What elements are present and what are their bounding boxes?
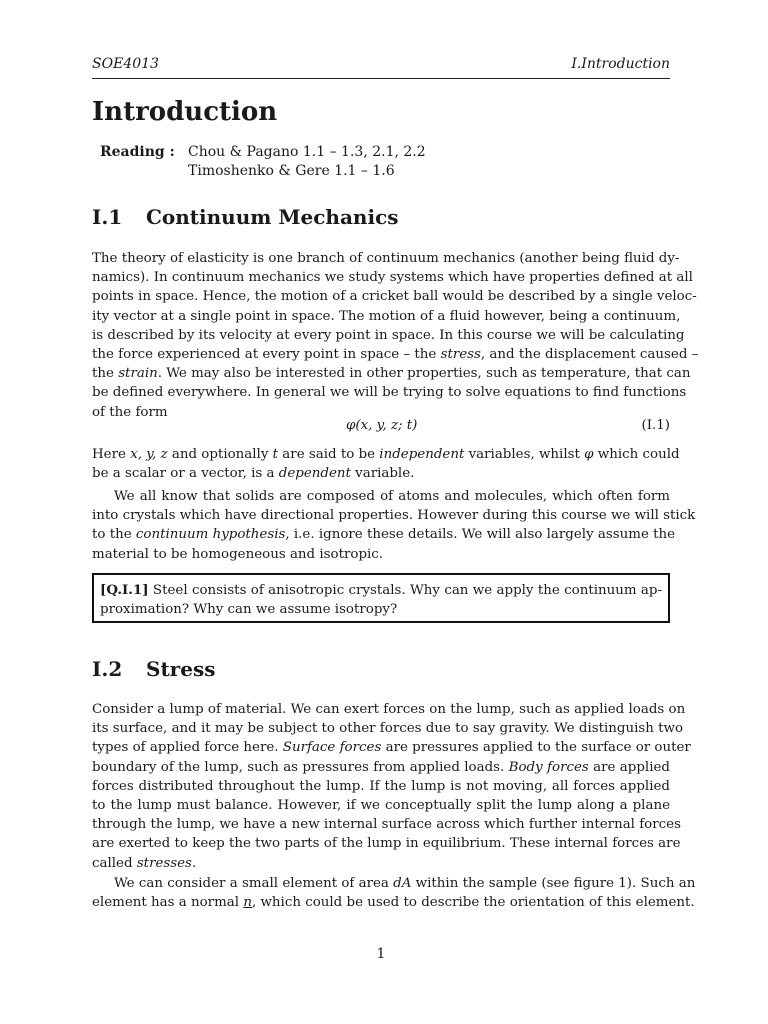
question-box bbox=[92, 573, 670, 623]
reading-ref-1: Chou & Pagano 1.1 – 1.3, 2.1, 2.2 bbox=[188, 144, 426, 160]
term-stresses: stresses bbox=[136, 855, 192, 871]
paragraph-hypothesis bbox=[92, 487, 696, 564]
text-line: boundary of the lump, such as pressures from applied loads. Body forces are applied bbox=[92, 759, 670, 775]
text-line: Here x, y, z and optionally t are said to be independent variables, whilst φ which could bbox=[92, 447, 680, 462]
equation-expression: φ(x, y, z; t) bbox=[346, 418, 418, 433]
text-line: ity vector at a single point in space. The motion of a fluid however, being a continuum, bbox=[92, 308, 681, 324]
text-line: the strain. We may also be interested in other properties, such as temperature, that can bbox=[92, 366, 691, 382]
question-line-1: [Q.I.1] Steel consists of anisotropic crystals. Why can we apply the continuum ap- bbox=[100, 582, 662, 598]
term-surface-forces: Surface forces bbox=[282, 740, 382, 756]
reading-label: Reading : bbox=[100, 144, 175, 160]
page-number: 1 bbox=[376, 946, 386, 962]
equation-number: (I.1) bbox=[641, 418, 670, 433]
text-line: We can consider a small element of area dA within the sample (see figure 1). Such an bbox=[114, 876, 696, 891]
text-line: into crystals which have directional properties. However during this course we will stick bbox=[92, 508, 696, 524]
text-line: are exerted to keep the two parts of the lump in equilibrium. These internal forces are bbox=[92, 836, 681, 852]
text-line: be a scalar or a vector, is a dependent variable. bbox=[92, 466, 415, 482]
section-number: I.1 bbox=[92, 205, 123, 229]
term-body-forces: Body forces bbox=[508, 759, 589, 775]
text-line: element has a normal n, which could be used to describe the orientation of this element. bbox=[92, 895, 695, 911]
paragraph-element bbox=[92, 874, 696, 912]
text-line: the force experienced at every point in space – the stress, and the displacement caused – bbox=[92, 347, 699, 363]
term-dependent: dependent bbox=[278, 466, 351, 482]
text-line: called stresses. bbox=[92, 855, 197, 871]
text-line: We all know that solids are composed of atoms and molecules, which often form bbox=[114, 489, 670, 504]
paragraph-variables bbox=[92, 445, 680, 483]
question-line-2: proximation? Why can we assume isotropy? bbox=[100, 602, 398, 618]
page-title: Introduction bbox=[92, 97, 278, 127]
var-n: n bbox=[243, 895, 252, 911]
term-independent: independent bbox=[379, 447, 465, 462]
text-line: to the continuum hypothesis, i.e. ignore these details. We will also largely assume the bbox=[92, 527, 676, 543]
text-line: material to be homogeneous and isotropic. bbox=[92, 546, 384, 562]
text-line: is described by its velocity at every point in space. In this course we will be calculating bbox=[92, 327, 685, 343]
text-line: forces distributed throughout the lump. If the lump is not moving, all forces applied bbox=[92, 778, 670, 794]
reading-ref-2: Timoshenko & Gere 1.1 – 1.6 bbox=[188, 163, 395, 179]
text-line: Consider a lump of material. We can exert forces on the lump, such as applied loads on bbox=[92, 702, 686, 717]
reading-list bbox=[100, 143, 426, 181]
text-line: The theory of elasticity is one branch of continuum mechanics (another being fluid dy- bbox=[92, 251, 680, 266]
section-title: Stress bbox=[146, 657, 216, 681]
reading-line-1 bbox=[100, 143, 426, 162]
paragraph-continuum bbox=[92, 249, 699, 422]
text-line: namics). In continuum mechanics we study systems which have properties defined at all bbox=[92, 270, 693, 286]
running-header bbox=[92, 56, 670, 76]
equation-I1 bbox=[92, 418, 670, 438]
text-line: types of applied force here. Surface forces are pressures applied to the surface or outer bbox=[92, 740, 691, 756]
course-code: SOE4013 bbox=[92, 56, 159, 72]
text-line: points in space. Hence, the motion of a cricket ball would be described by a single veloc- bbox=[92, 289, 697, 305]
text-line: to the lump must balance. However, if we conceptually split the lump along a plane bbox=[92, 798, 670, 814]
section-number: I.2 bbox=[92, 657, 123, 681]
text-line: be defined everywhere. In general we will be trying to solve equations to find functions bbox=[92, 385, 687, 401]
section-title: Continuum Mechanics bbox=[146, 205, 399, 229]
question-tag: [Q.I.1] bbox=[100, 582, 149, 598]
chapter-label: I.Introduction bbox=[571, 56, 670, 72]
section-heading-stress bbox=[92, 657, 215, 681]
paragraph-stress bbox=[92, 700, 691, 873]
var-dA: dA bbox=[393, 876, 412, 891]
header-rule bbox=[92, 78, 670, 79]
term-continuum-hypothesis: continuum hypothesis bbox=[135, 527, 286, 543]
text-line: of the form bbox=[92, 404, 168, 420]
text-line: its surface, and it may be subject to other forces due to say gravity. We distinguish two bbox=[92, 721, 684, 737]
term-stress: stress bbox=[440, 347, 481, 363]
term-strain: strain bbox=[118, 366, 158, 382]
text-line: through the lump, we have a new internal surface across which further internal forces bbox=[92, 817, 681, 833]
section-heading-continuum bbox=[92, 205, 399, 229]
